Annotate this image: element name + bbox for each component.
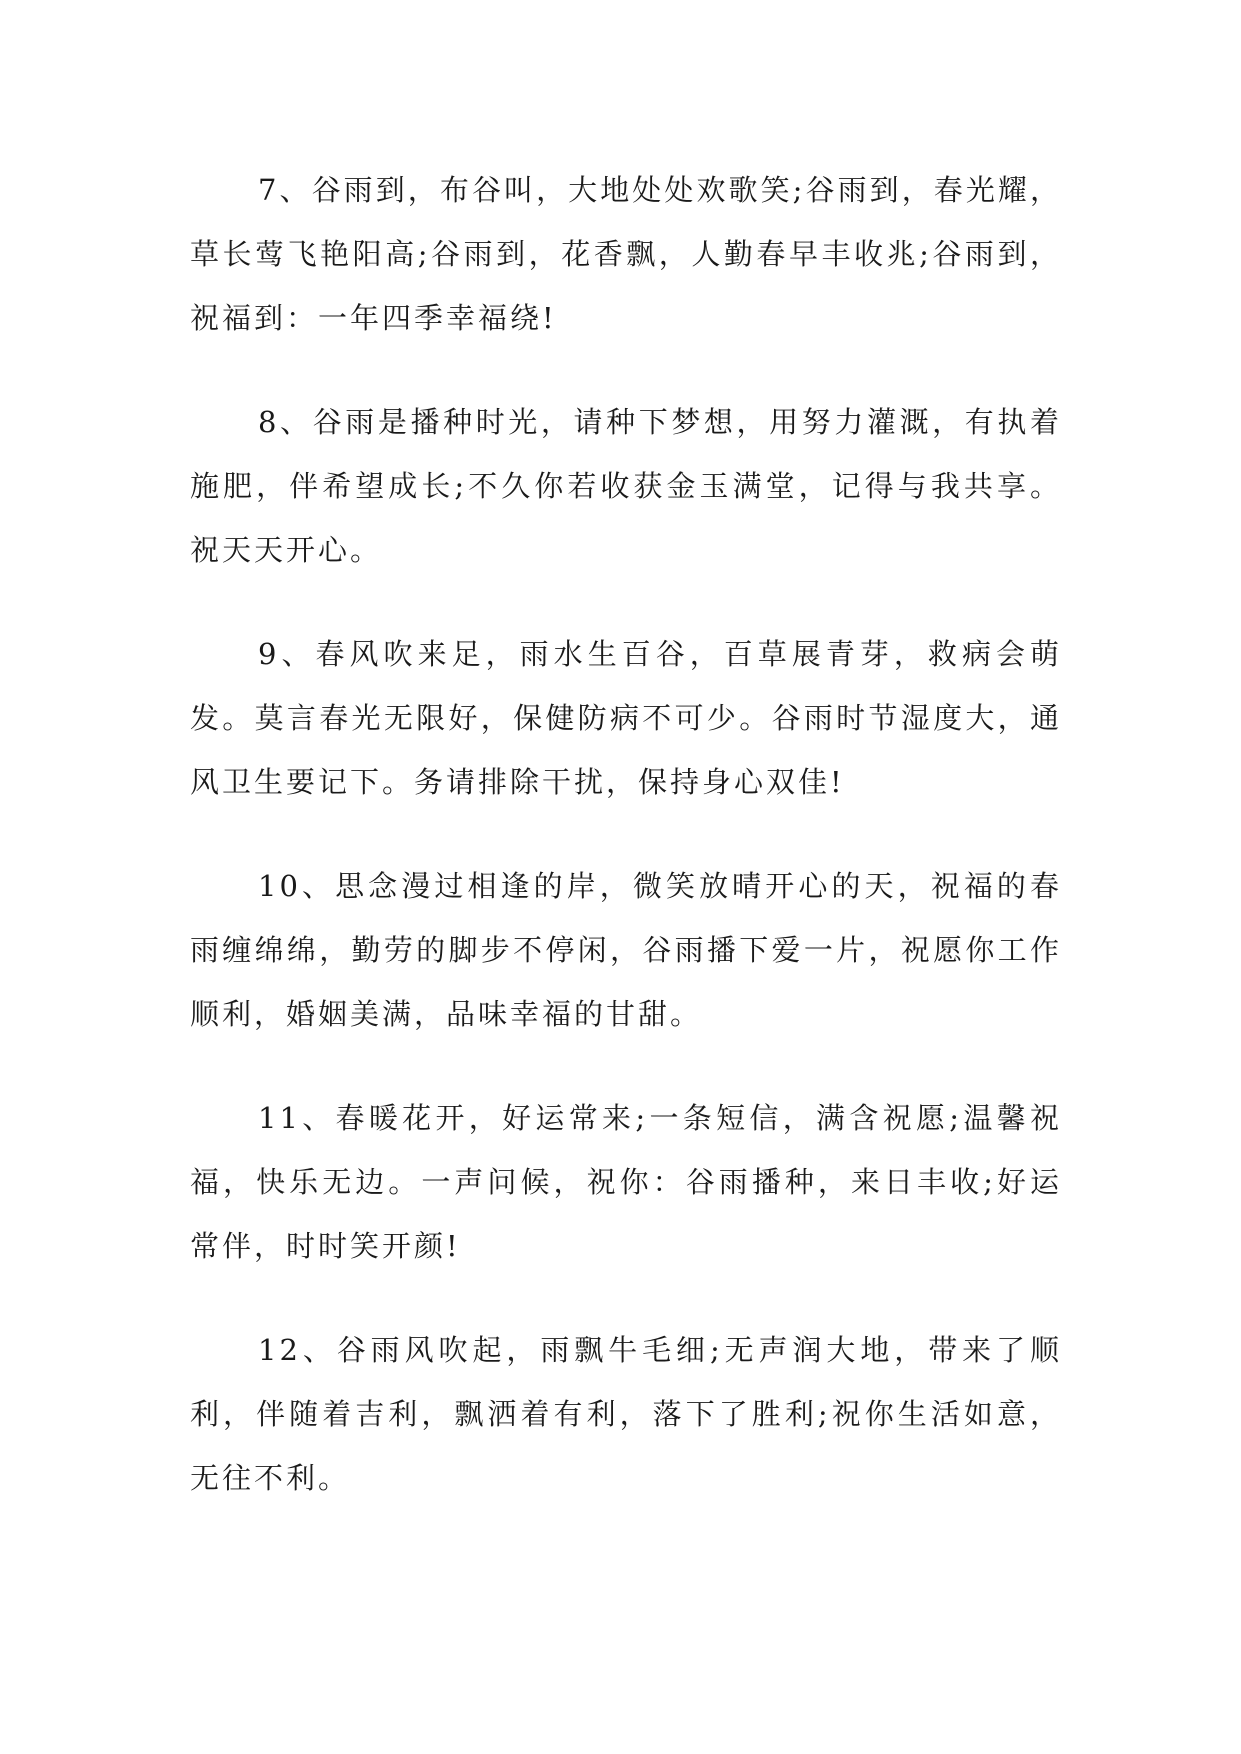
document-body: [190, 158, 1062, 1510]
paragraph-9: 9、春风吹来足，雨水生百谷，百草展青芽，救病会萌发。莫言春光无限好，保健防病不可少。谷雨时节湿度大，通风卫生要记下。务请排除干扰，保持身心双佳!: [190, 637, 1062, 799]
paragraph-11: 11、春暖花开，好运常来;一条短信，满含祝愿;温馨祝福，快乐无边。一声问候，祝你：谷雨播种，来日丰收;好运常伴，时时笑开颜!: [190, 1101, 1062, 1263]
paragraph-12: 12、谷雨风吹起，雨飘牛毛细;无声润大地，带来了顺利，伴随着吉利，飘洒着有利，落下了胜利;祝你生活如意，无往不利。: [190, 1333, 1062, 1495]
paragraph-8: 8、谷雨是播种时光，请种下梦想，用努力灌溉，有执着施肥，伴希望成长;不久你若收获金玉满堂，记得与我共享。祝天天开心。: [190, 405, 1062, 567]
paragraph-10: 10、思念漫过相逢的岸，微笑放晴开心的天，祝福的春雨缠绵绵，勤劳的脚步不停闲，谷雨播下爱一片，祝愿你工作顺利，婚姻美满，品味幸福的甘甜。: [190, 869, 1062, 1031]
paragraph-7: 7、谷雨到，布谷叫，大地处处欢歌笑;谷雨到，春光耀，草长莺飞艳阳高;谷雨到，花香飘，人勤春早丰收兆;谷雨到，祝福到：一年四季幸福绕!: [190, 173, 1062, 335]
